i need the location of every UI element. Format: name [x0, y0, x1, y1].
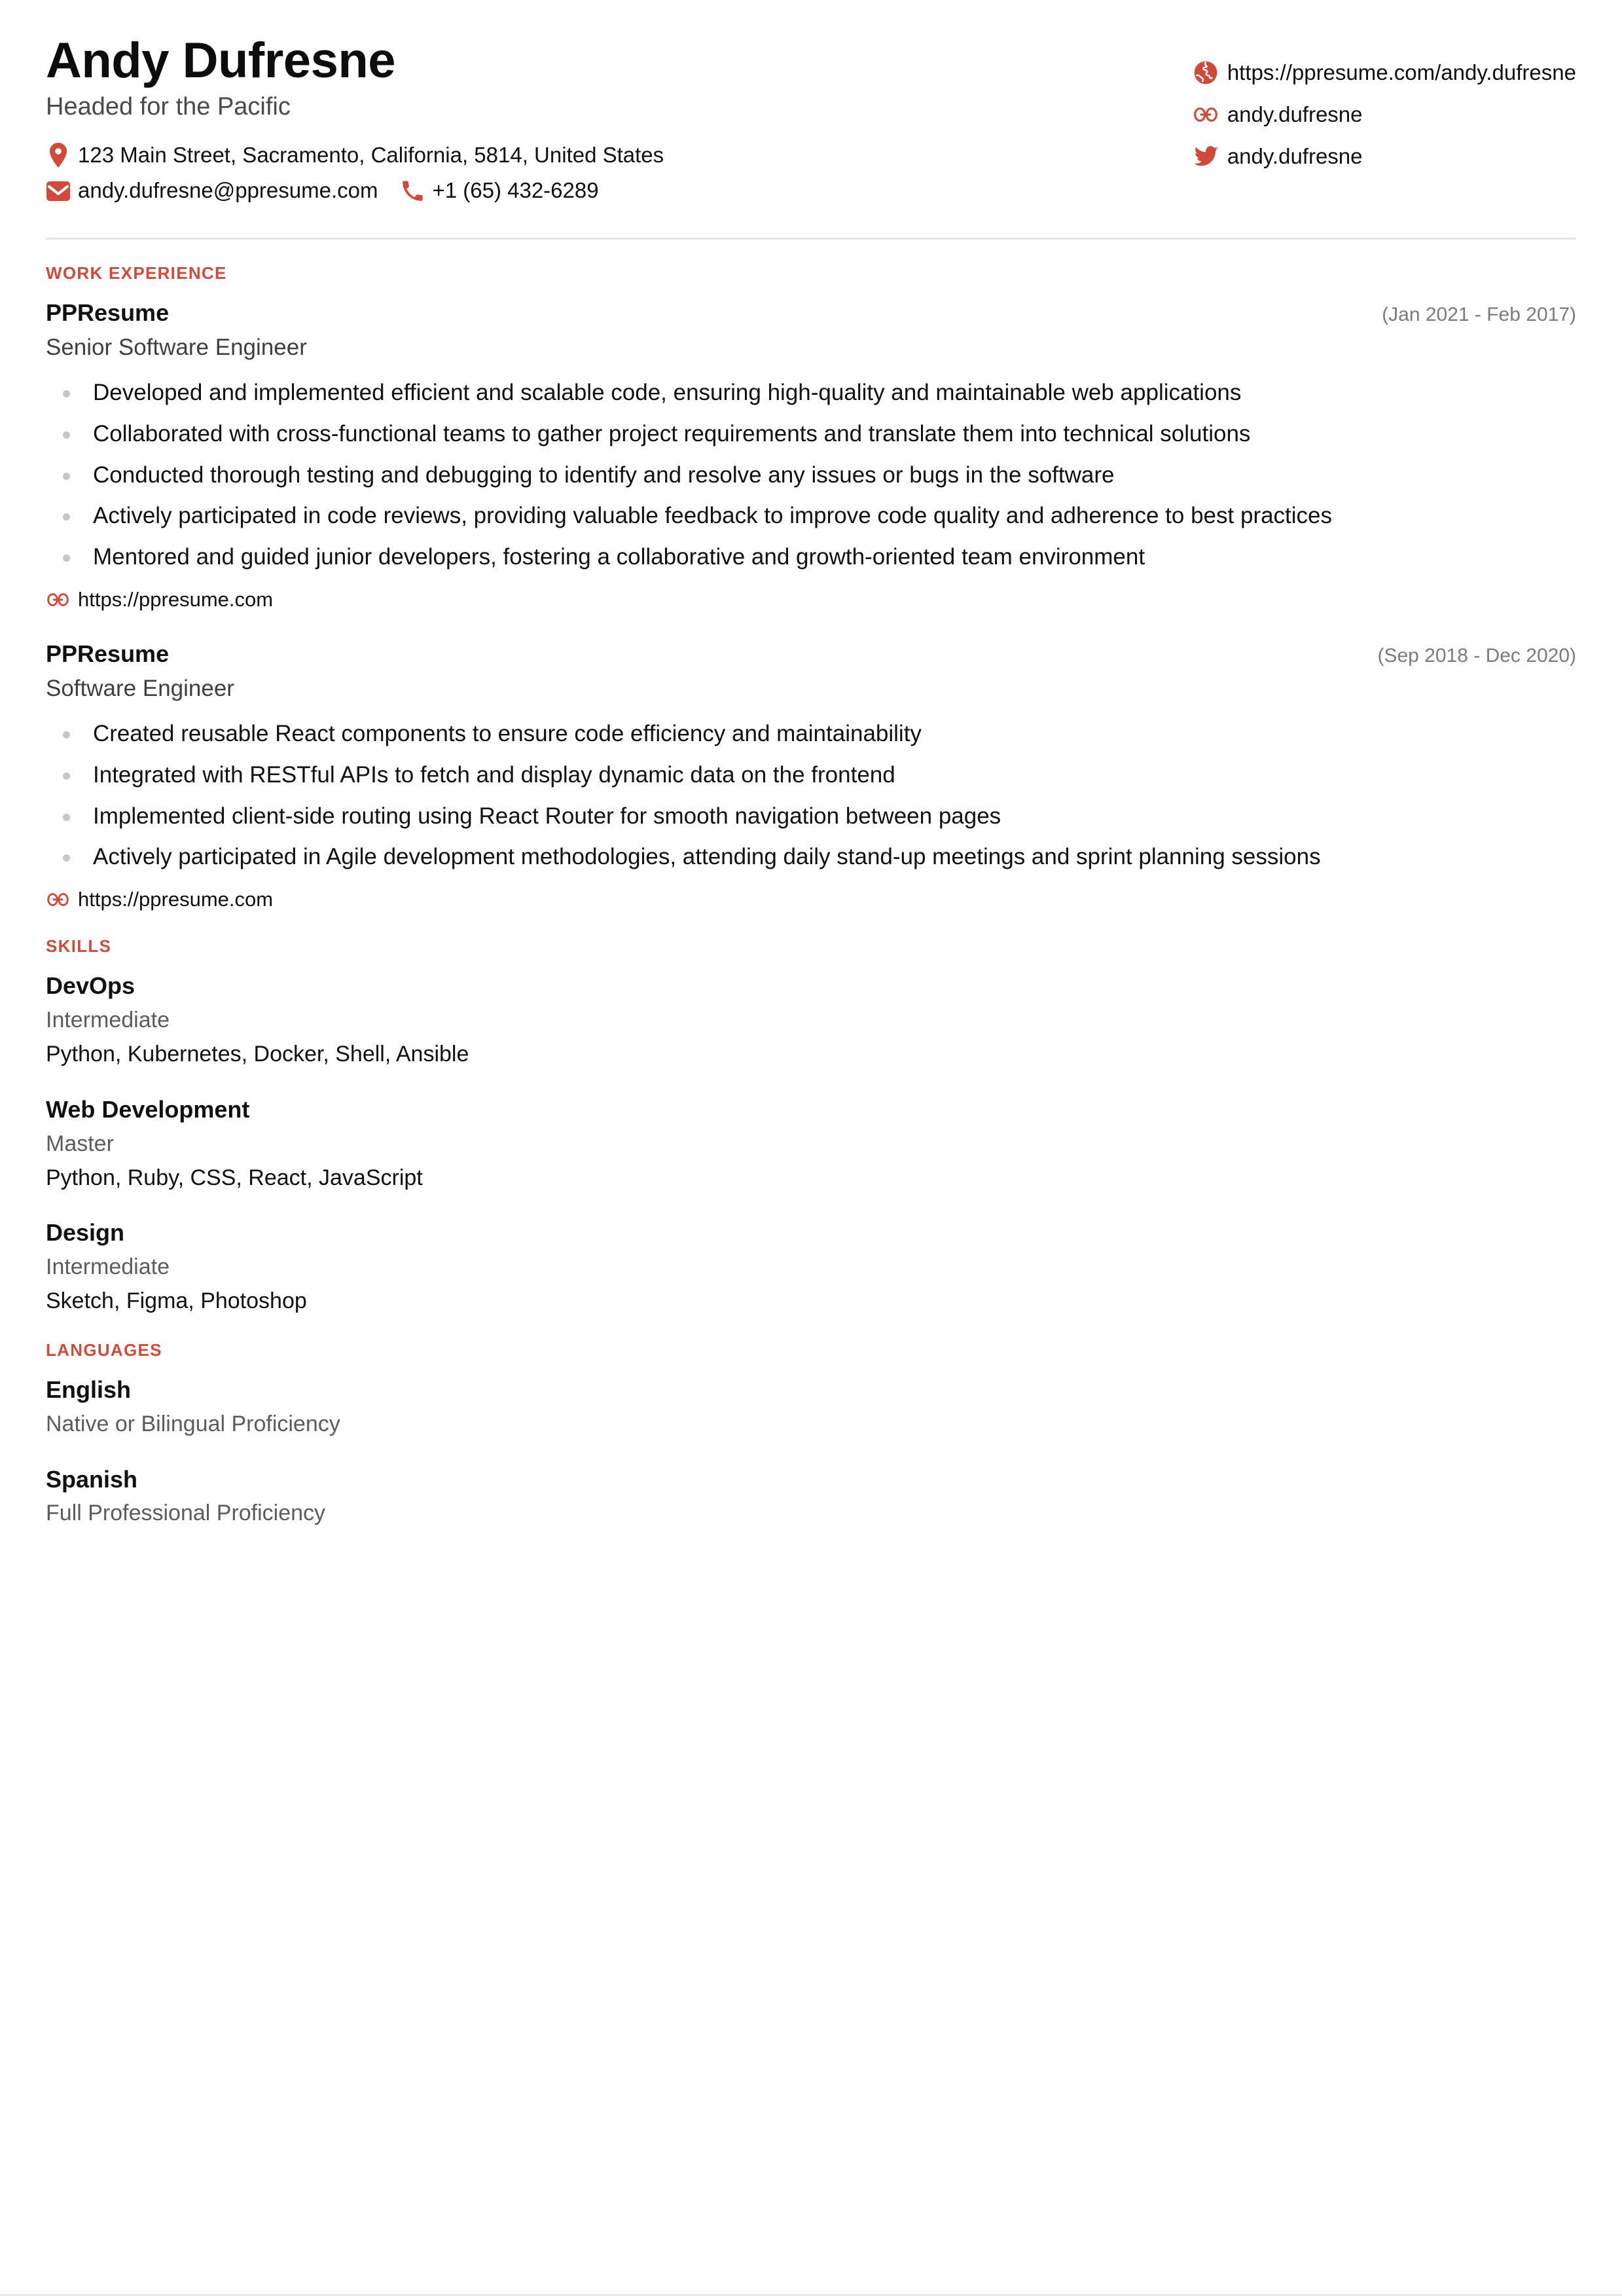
section-title-work: WORK EXPERIENCE [46, 263, 227, 283]
profile-website[interactable] [1193, 59, 1576, 87]
work-entry [46, 639, 1576, 913]
work-bullet-list [46, 718, 1576, 873]
work-organization: PPResume [46, 299, 170, 327]
contact-phone-text: +1 (65) 432-6289 [432, 178, 599, 203]
profile-website-text: https://ppresume.com/andy.dufresne [1227, 60, 1576, 84]
language-fluency: Full Professional Proficiency [46, 1501, 326, 1526]
work-date-range: (Jan 2021 - Feb 2017) [1382, 304, 1576, 326]
phone-icon [400, 179, 425, 204]
skill-level: Master [46, 1131, 114, 1156]
language-name: English [46, 1376, 132, 1403]
twitter-icon [1193, 143, 1219, 170]
work-date-range: (Sep 2018 - Dec 2020) [1377, 645, 1576, 667]
contact-address [46, 141, 664, 170]
work-bullet: Developed and implemented efficient and scalable code, ensuring high-quality and maintainable web applications [46, 376, 1576, 409]
link-icon [46, 588, 69, 611]
contact-phone[interactable] [400, 177, 598, 205]
globe-icon [1193, 60, 1219, 86]
skill-name: DevOps [46, 972, 135, 1000]
work-entry-link-text: https://ppresume.com [78, 587, 274, 611]
skill-keywords: Sketch, Figma, Photoshop [46, 1288, 307, 1314]
work-organization: PPResume [46, 640, 170, 668]
profile-link[interactable] [1193, 101, 1576, 129]
profile-twitter[interactable] [1193, 143, 1576, 171]
work-bullet: Collaborated with cross-functional teams to gather project requirements and translate them into technical solutions [46, 418, 1576, 450]
header-identity-block [46, 34, 664, 213]
link-icon [1193, 101, 1219, 128]
work-entry-link[interactable] [46, 886, 1576, 913]
skill-item [46, 971, 1576, 1070]
section-work-experience [46, 263, 1576, 913]
skill-level: Intermediate [46, 1254, 170, 1280]
candidate-name: Andy Dufresne [46, 33, 396, 88]
work-bullet: Actively participated in code reviews, providing valuable feedback to improve code quality and adherence to best practices [46, 500, 1576, 532]
section-languages [46, 1340, 1576, 1529]
contact-address-text: 123 Main Street, Sacramento, California, 5814, United States [78, 142, 664, 167]
work-bullet: Implemented client-side routing using React Router for smooth navigation between pages [46, 800, 1576, 833]
header-profiles-block [1193, 34, 1576, 171]
link-icon [46, 888, 69, 911]
skill-item [46, 1095, 1576, 1194]
language-item [46, 1375, 1576, 1440]
envelope-icon [46, 179, 71, 204]
header-divider [46, 238, 1576, 240]
section-title-skills: SKILLS [46, 936, 112, 957]
section-title-languages: LANGUAGES [46, 1339, 162, 1360]
skill-keywords: Python, Ruby, CSS, React, JavaScript [46, 1165, 423, 1190]
profile-link-text: andy.dufresne [1227, 101, 1363, 126]
work-entry-header [46, 639, 1576, 670]
work-bullet: Conducted thorough testing and debugging to identify and resolve any issues or bugs in the software [46, 459, 1576, 492]
section-skills [46, 936, 1576, 1317]
resume-header [46, 34, 1576, 213]
candidate-headline: Headed for the Pacific [46, 93, 291, 121]
map-pin-icon [46, 143, 71, 168]
language-fluency: Native or Bilingual Proficiency [46, 1411, 340, 1436]
skill-name: Design [46, 1219, 125, 1247]
skill-item [46, 1218, 1576, 1317]
work-bullet: Actively participated in Agile development methodologies, attending daily stand-up meetings and sprint planning sessions [46, 841, 1576, 873]
work-entry [46, 298, 1576, 613]
work-entry-link[interactable] [46, 587, 1576, 613]
contact-email-phone-row [46, 177, 664, 205]
skill-keywords: Python, Kubernetes, Docker, Shell, Ansible [46, 1041, 469, 1066]
skill-level: Intermediate [46, 1008, 170, 1033]
work-role: Senior Software Engineer [46, 335, 307, 361]
language-item [46, 1465, 1576, 1529]
work-entry-header [46, 298, 1576, 329]
contact-email[interactable] [46, 177, 378, 205]
language-name: Spanish [46, 1465, 138, 1493]
work-entry-link-text: https://ppresume.com [78, 887, 274, 911]
contact-email-text: andy.dufresne@ppresume.com [78, 178, 378, 203]
work-bullet: Created reusable React components to ensure code efficiency and maintainability [46, 718, 1576, 750]
profiles-list [1193, 59, 1576, 171]
contact-address-row [46, 141, 664, 170]
work-bullet-list [46, 376, 1576, 573]
work-bullet: Mentored and guided junior developers, fostering a collaborative and growth-oriented team environment [46, 541, 1576, 574]
work-bullet: Integrated with RESTful APIs to fetch and display dynamic data on the frontend [46, 759, 1576, 792]
work-role: Software Engineer [46, 675, 234, 701]
profile-twitter-text: andy.dufresne [1227, 143, 1363, 168]
skill-name: Web Development [46, 1095, 250, 1123]
